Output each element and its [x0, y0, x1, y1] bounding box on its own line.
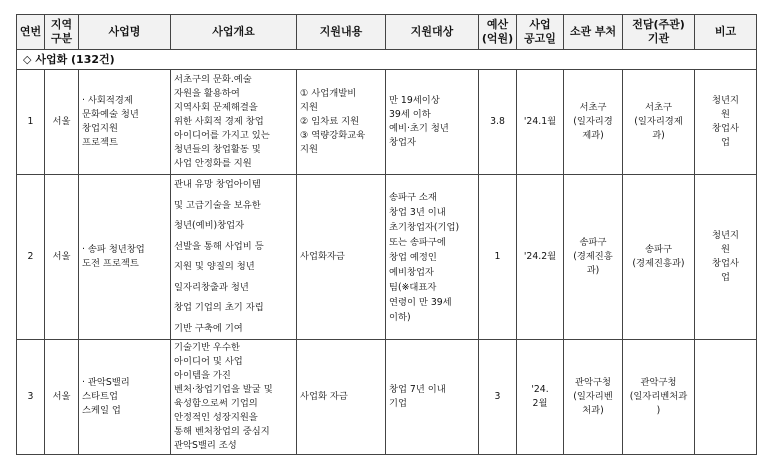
diamond-icon: ◇	[23, 52, 32, 66]
cell-date: '24. 2월	[517, 340, 564, 455]
business-table	[16, 14, 757, 455]
header-ministry: 소관 부처	[564, 15, 623, 50]
cell-target: 만 19세이상 39세 이하 예비·초기 청년 창업자	[386, 70, 479, 175]
cell-note	[695, 340, 757, 455]
cell-target: 창업 7년 이내 기업	[386, 340, 479, 455]
header-date: 사업 공고일	[517, 15, 564, 50]
table-row	[17, 175, 757, 340]
cell-agency: 서초구 (일자리경제 과)	[623, 70, 695, 175]
cell-overview: 기술기반 우수한 아이디어 및 사업 아이템을 가진 벤처·창업기업을 발굴 및 육성함으로써 기업의 안정적인 성장지원을 통해 벤처창업의 중심지 관악S밸리 조성	[171, 340, 297, 455]
cell-ministry: 관악구청 (일자리벤 처과)	[564, 340, 623, 455]
cell-region: 서울	[45, 175, 79, 340]
cell-name: · 사회적경제 문화예술 청년 창업지원 프로젝트	[79, 70, 171, 175]
header-target: 지원대상	[386, 15, 479, 50]
table-row	[17, 70, 757, 175]
cell-region: 서울	[45, 70, 79, 175]
cell-budget: 3.8	[479, 70, 517, 175]
cell-agency: 관악구청 (일자리벤처과 )	[623, 340, 695, 455]
cell-ministry: 송파구 (경제진흥 과)	[564, 175, 623, 340]
cell-no: 1	[17, 70, 45, 175]
header-agency: 전담(주관) 기관	[623, 15, 695, 50]
cell-overview: 관내 유망 창업아이템 및 고급기술을 보유한 청년(예비)창업자 선발을 통해 사업비 등 지원 및 양질의 청년 일자리창출과 청년 창업 기업의 초기 자립 기반 구축에 기여	[171, 175, 297, 340]
cell-region: 서울	[45, 340, 79, 455]
header-no: 연번	[17, 15, 45, 50]
cell-date: '24.1월	[517, 70, 564, 175]
header-budget: 예산 (억원)	[479, 15, 517, 50]
cell-date: '24.2월	[517, 175, 564, 340]
header-note: 비고	[695, 15, 757, 50]
section-label: 사업화 (132건)	[35, 52, 115, 66]
header-region: 지역 구분	[45, 15, 79, 50]
section-title	[17, 50, 757, 70]
cell-name: · 관악S밸리 스타트업 스케일 업	[79, 340, 171, 455]
cell-note: 청년지 원 창업사 업	[695, 175, 757, 340]
cell-no: 3	[17, 340, 45, 455]
cell-support: 사업화자금	[297, 175, 386, 340]
cell-support: ① 사업개발비 지원 ② 임차료 지원 ③ 역량강화교육 지원	[297, 70, 386, 175]
cell-target: 송파구 소재 창업 3년 이내 초기창업자(기업) 또는 송파구에 창업 예정인 예비창업자 팀(※대표자 연령이 만 39세 이하)	[386, 175, 479, 340]
header-row	[17, 15, 757, 50]
header-support: 지원내용	[297, 15, 386, 50]
section-row	[17, 50, 757, 70]
cell-ministry: 서초구 (일자리경 제과)	[564, 70, 623, 175]
header-name: 사업명	[79, 15, 171, 50]
cell-name: · 송파 청년창업 도전 프로젝트	[79, 175, 171, 340]
cell-no: 2	[17, 175, 45, 340]
header-overview: 사업개요	[171, 15, 297, 50]
cell-budget: 1	[479, 175, 517, 340]
cell-agency: 송파구 (경제진흥과)	[623, 175, 695, 340]
cell-overview: 서초구의 문화.예술 자원을 활용하여 지역사회 문제해결을 위한 사회적 경제 창업 아이디어를 가지고 있는 청년들의 창업활동 및 사업 안정화를 지원	[171, 70, 297, 175]
cell-note: 청년지 원 창업사 업	[695, 70, 757, 175]
table-row	[17, 340, 757, 455]
cell-support: 사업화 자금	[297, 340, 386, 455]
cell-budget: 3	[479, 340, 517, 455]
